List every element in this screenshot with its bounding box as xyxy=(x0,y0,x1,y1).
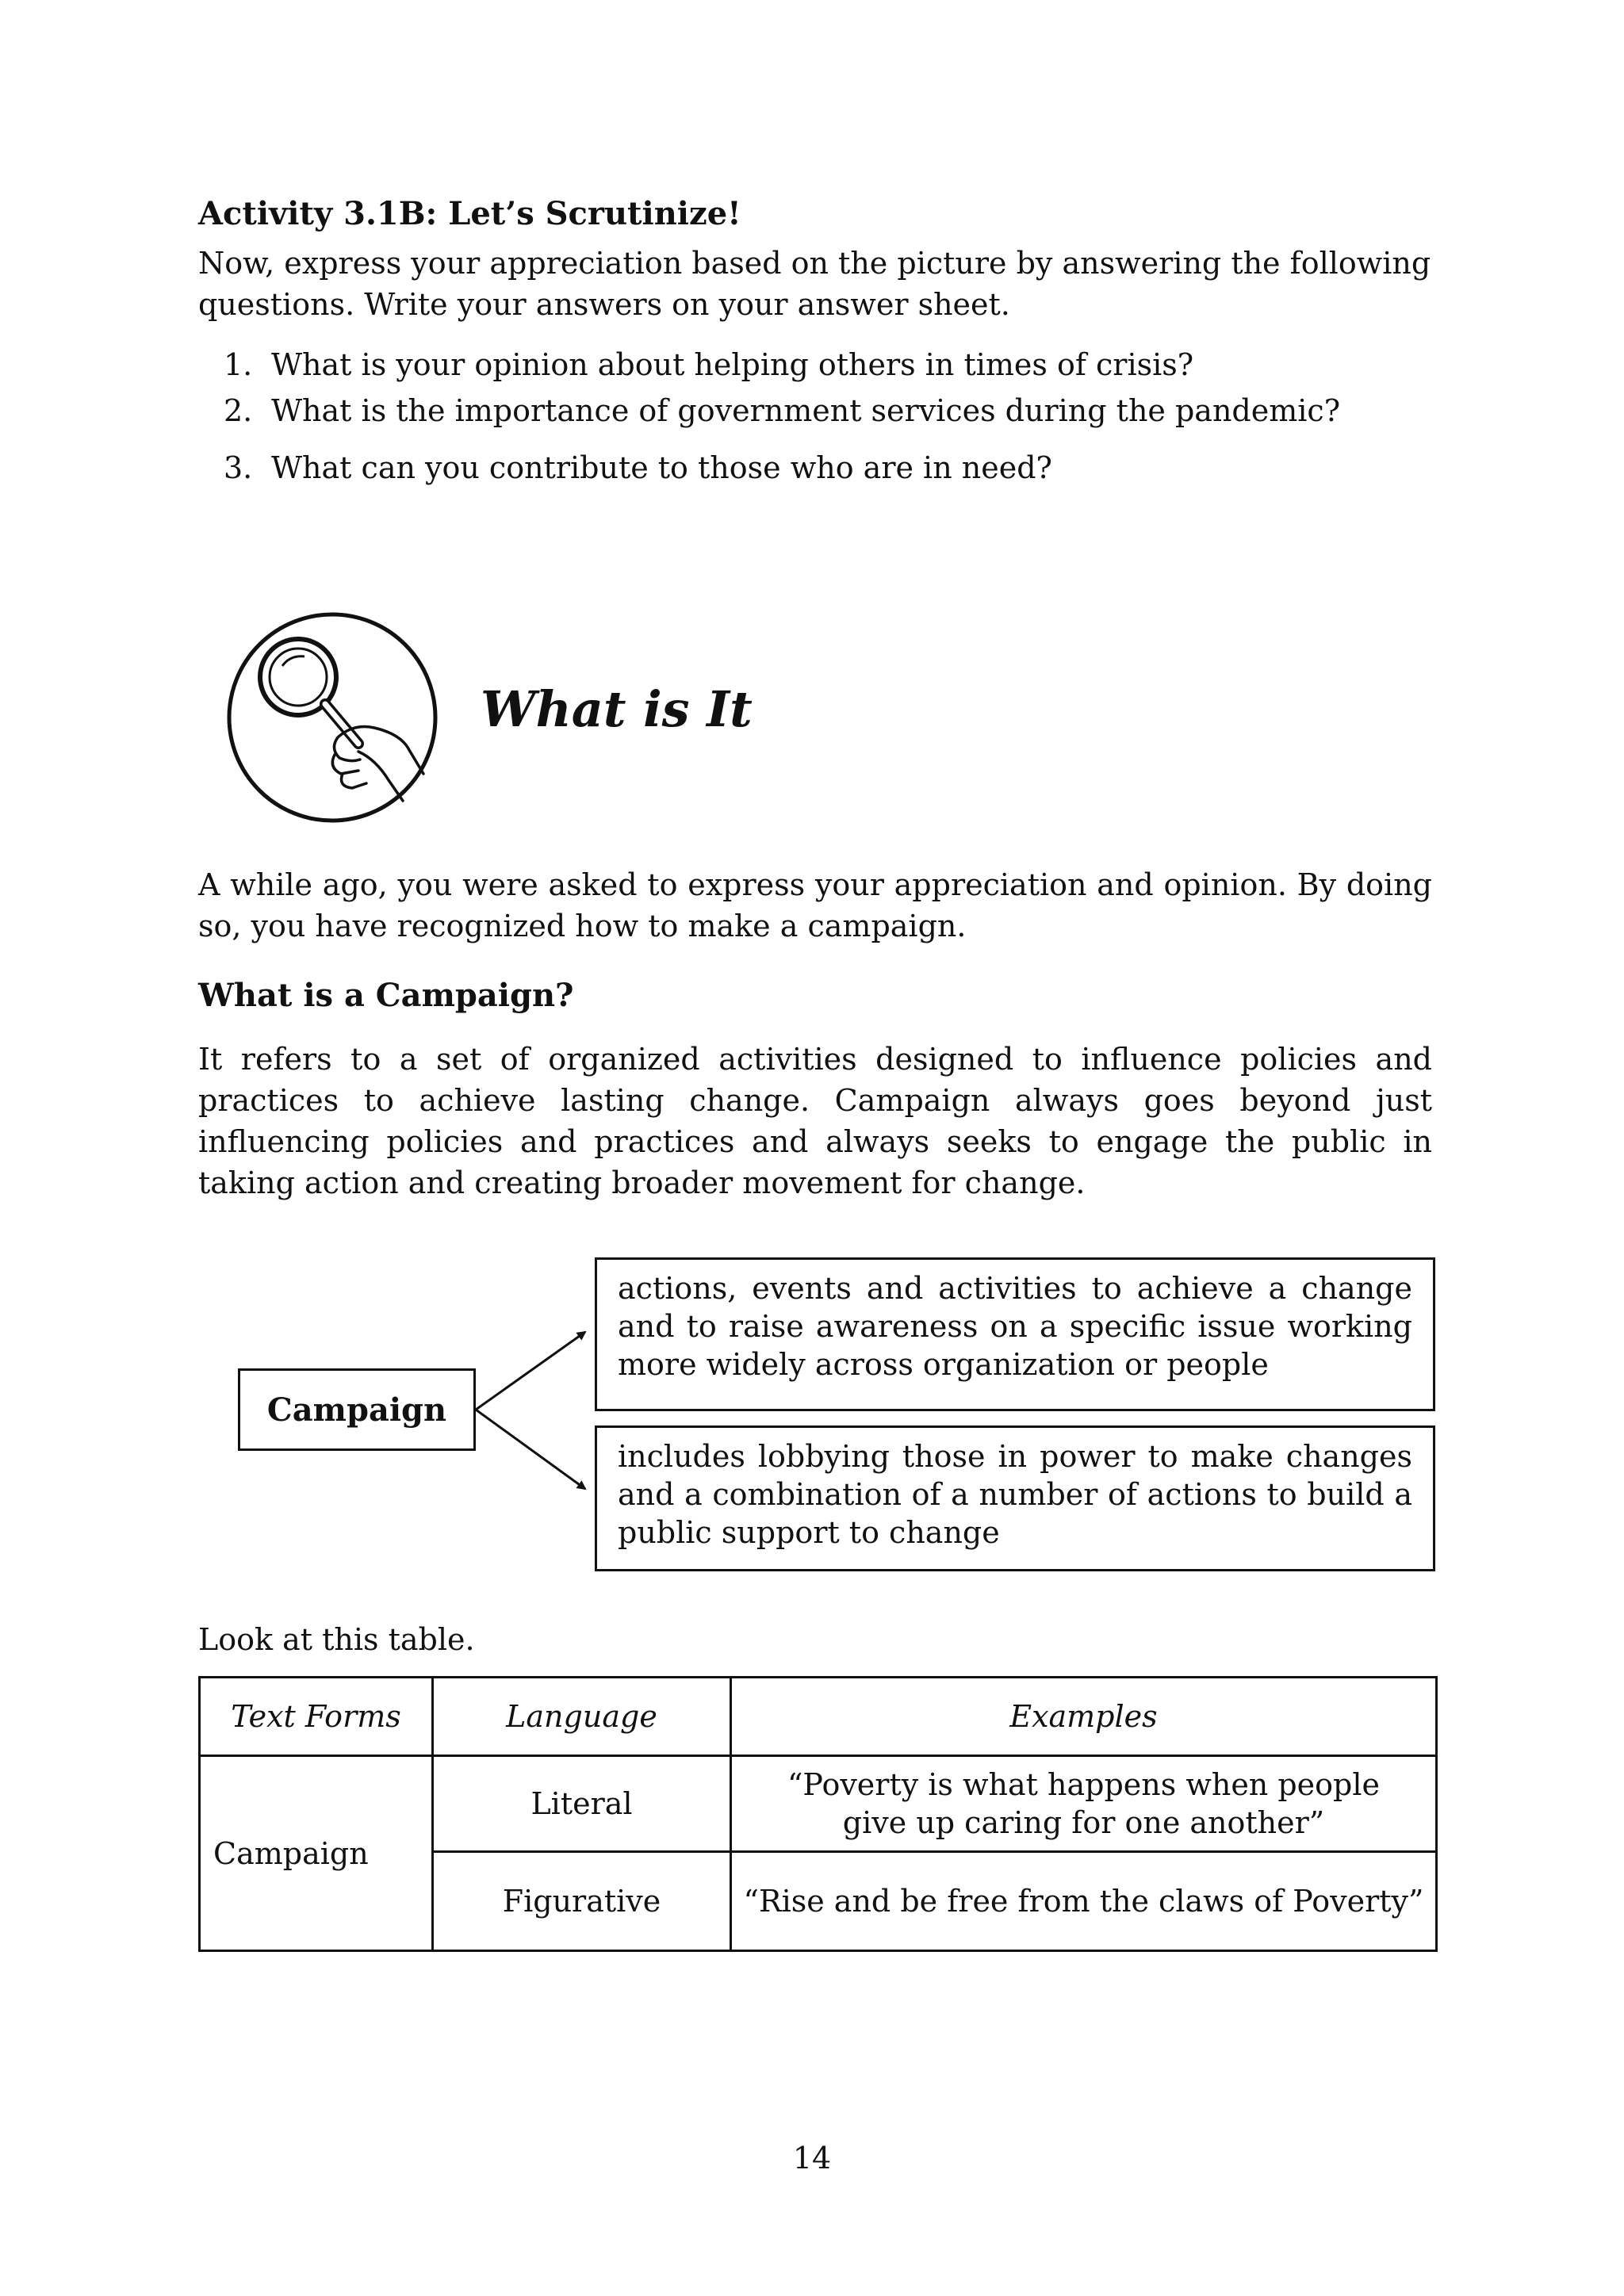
activity-title: Activity 3.1B: Let’s Scrutinize! xyxy=(198,195,741,232)
page-number: 14 xyxy=(792,2141,832,2175)
intro-paragraph: A while ago, you were asked to express your appreciation and opinion. By doing so, you have recognized how to make a campaign. xyxy=(198,867,1432,943)
diagram-branch-box: includes lobbying those in power to make changes and a combination of a number of actions to build a public support to change xyxy=(595,1425,1435,1571)
question-list xyxy=(224,0,1492,555)
text-form-cell: Campaign xyxy=(200,1756,433,1951)
campaign-heading: What is a Campaign? xyxy=(198,977,574,1014)
column-header: Text Forms xyxy=(200,1678,433,1756)
diagram-center-box: Campaign xyxy=(238,1368,476,1451)
column-header: Examples xyxy=(731,1678,1437,1756)
table-lead: Look at this table. xyxy=(198,1622,475,1657)
column-header: Language xyxy=(433,1678,731,1756)
table-header-row xyxy=(200,1678,1437,1756)
activity-instructions: Now, express your appreciation based on the picture by answering the following questions. Write your answers on your answer sheet. xyxy=(198,246,1431,322)
example-cell: “Poverty is what happens when people give up caring for one another” xyxy=(731,1756,1437,1852)
diagram-branch-box: actions, events and activities to achieve a change and to raise awareness on a specific issue working more widely across organization or people xyxy=(595,1257,1435,1411)
campaign-definition: It refers to a set of organized activities designed to influence policies and practices to achieve lasting change. Campaign always goes beyond just influencing policies and practices and always seeks to engage the public in taking action and creating broader movement for change. xyxy=(198,1042,1432,1200)
language-cell: Literal xyxy=(433,1756,731,1852)
question-item: 2. What is the importance of government services during the pandemic? xyxy=(224,393,1341,428)
table-row xyxy=(200,1756,1437,1852)
example-cell: “Rise and be free from the claws of Poverty” xyxy=(731,1852,1437,1951)
question-item: 1. What is your opinion about helping others in times of crisis? xyxy=(224,347,1194,382)
question-item: 3. What can you contribute to those who are in need? xyxy=(224,450,1052,485)
text-forms-table xyxy=(198,1676,1438,1952)
what-is-it-heading: What is It xyxy=(481,680,753,738)
language-cell: Figurative xyxy=(433,1852,731,1951)
magnifying-glass-icon xyxy=(219,604,446,831)
diagram-connector-arrows xyxy=(473,1316,599,1506)
